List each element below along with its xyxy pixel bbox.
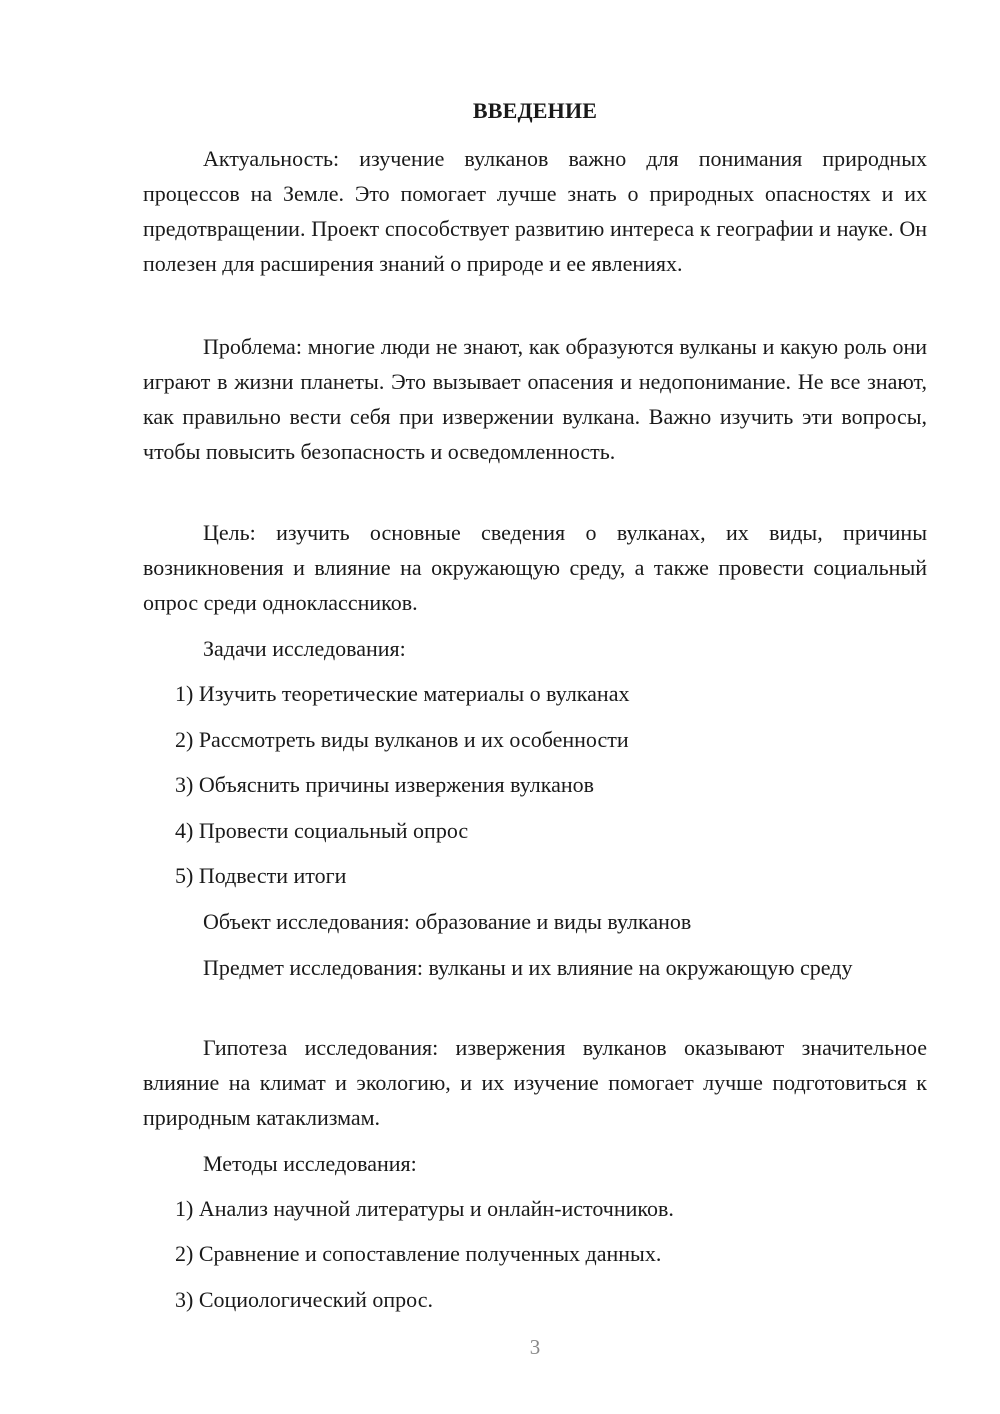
tasks-heading: Задачи исследования: xyxy=(203,636,406,661)
research-object: Объект исследования: образование и виды вулканов xyxy=(203,909,692,934)
task-item: 4) Провести социальный опрос xyxy=(175,818,469,843)
page-number: 3 xyxy=(529,1335,541,1359)
method-item: 3) Социологический опрос. xyxy=(175,1287,433,1312)
hypothesis-paragraph: Гипотеза исследования: извержения вулканов оказывают значительное влияние на климат и экологию, и их изучение помогает лучше подготовиться к природным катаклизмам. xyxy=(143,1035,927,1130)
task-item: 5) Подвести итоги xyxy=(175,863,347,888)
task-item: 3) Объяснить причины извержения вулканов xyxy=(175,772,595,797)
research-subject: Предмет исследования: вулканы и их влияние на окружающую среду xyxy=(203,955,853,980)
methods-heading: Методы исследования: xyxy=(203,1151,417,1176)
method-item: 2) Сравнение и сопоставление полученных данных. xyxy=(175,1241,662,1266)
method-item: 1) Анализ научной литературы и онлайн-источников. xyxy=(175,1196,674,1221)
goal-paragraph: Цель: изучить основные сведения о вулканах, их виды, причины возникновения и влияние на окружающую среду, а также провести социальный опрос среди одноклассников. xyxy=(143,520,927,615)
task-item: 1) Изучить теоретические материалы о вулканах xyxy=(175,681,630,706)
problem-paragraph: Проблема: многие люди не знают, как образуются вулканы и какую роль они играют в жизни планеты. Это вызывает опасения и недопонимание. Не все знают, как правильно вести себя при извержении вулкана. Важно изучить эти вопросы, чтобы повысить безопасность и осведомленность. xyxy=(143,334,927,464)
relevance-paragraph: Актуальность: изучение вулканов важно для понимания природных процессов на Земле. Это помогает лучше знать о природных опасностях и их предотвращении. Проект способствует развитию интереса к географии и науке. Он полезен для расширения знаний о природе и ее явлениях. xyxy=(143,146,927,276)
section-title: ВВЕДЕНИЕ xyxy=(472,98,598,123)
task-item: 2) Рассмотреть виды вулканов и их особенности xyxy=(175,727,629,752)
